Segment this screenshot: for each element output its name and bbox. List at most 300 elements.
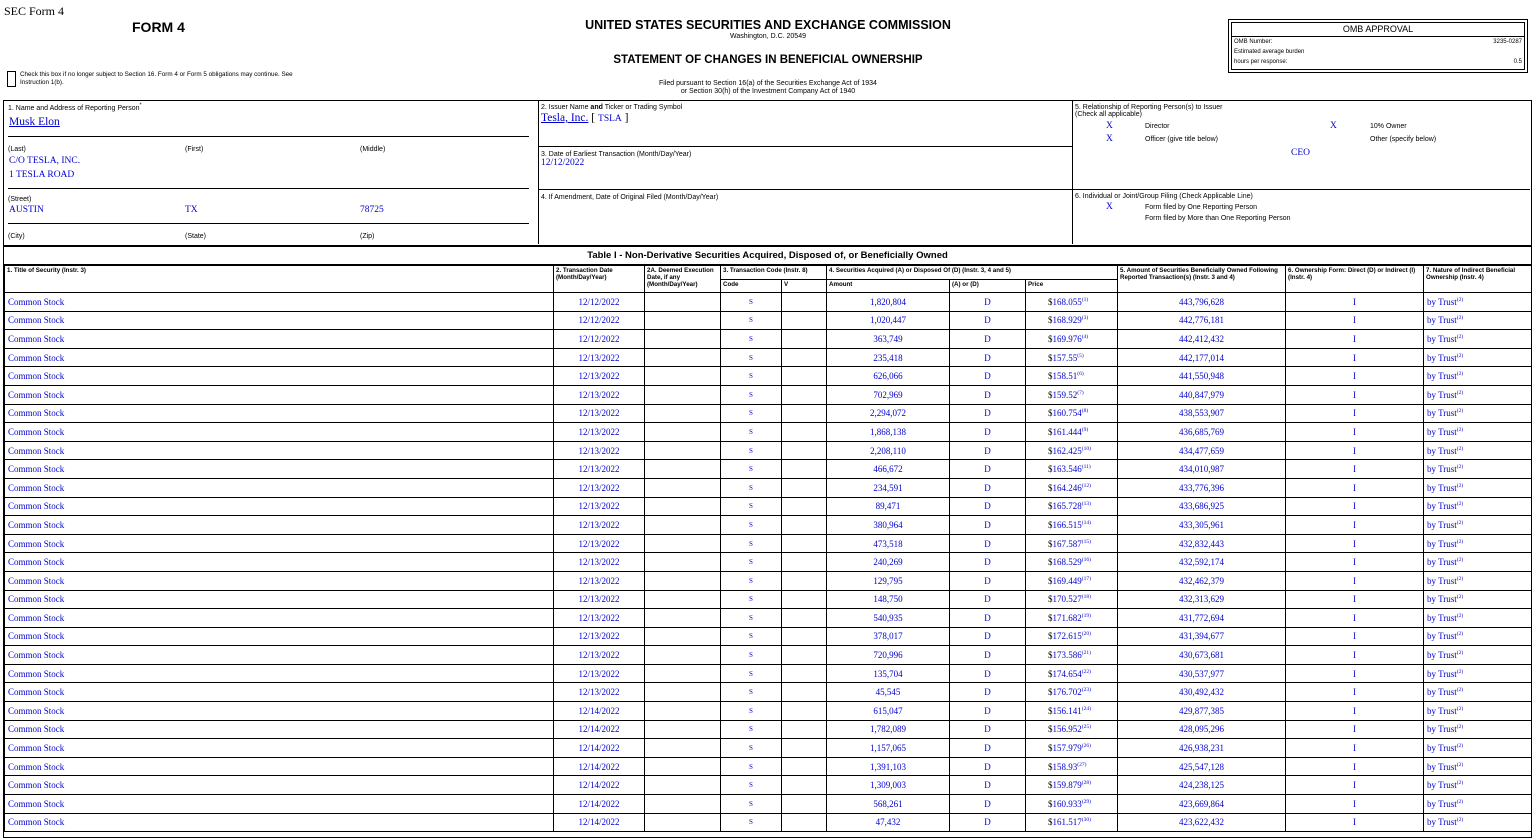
nature-footnote[interactable]: (2) <box>1456 743 1464 750</box>
table-row <box>5 478 1532 497</box>
cell-nature <box>1424 367 1532 386</box>
price-footnote[interactable]: (22) <box>1081 668 1091 675</box>
security-title-link[interactable]: Common Stock <box>8 482 65 493</box>
security-title-link[interactable]: Common Stock <box>8 519 65 530</box>
cell-title[interactable] <box>5 646 554 665</box>
nature-footnote[interactable]: (2) <box>1456 705 1464 712</box>
nature-footnote[interactable]: (2) <box>1456 408 1464 415</box>
nature-footnote[interactable]: (2) <box>1456 333 1464 340</box>
cell-v <box>782 720 827 739</box>
price-footnote[interactable]: (3) <box>1081 315 1089 322</box>
security-title-link[interactable]: Common Stock <box>8 817 65 828</box>
security-title-link[interactable]: Common Stock <box>8 538 65 549</box>
cell-title[interactable] <box>5 404 554 423</box>
cell-owned: 438,553,907 <box>1118 404 1286 423</box>
cell-title[interactable] <box>5 571 554 590</box>
table-row <box>5 516 1532 535</box>
cell-title[interactable] <box>5 293 554 312</box>
cell-title[interactable] <box>5 534 554 553</box>
cell-owned: 430,673,681 <box>1118 646 1286 665</box>
price-footnote[interactable]: (18) <box>1081 594 1091 601</box>
security-title-link[interactable]: Common Stock <box>8 408 65 419</box>
cell-date: 12/14/2022 <box>554 757 645 776</box>
cell-nature <box>1424 348 1532 367</box>
cell-amount: 240,269 <box>827 553 950 572</box>
cell-title[interactable] <box>5 330 554 349</box>
cell-deemed-date <box>645 702 721 721</box>
nature-footnote[interactable]: (2) <box>1456 575 1464 582</box>
dollar-sign: $ <box>1048 333 1053 344</box>
price-footnote[interactable]: (1) <box>1081 296 1089 303</box>
cell-title[interactable] <box>5 813 554 832</box>
cell-price <box>1026 739 1118 758</box>
cell-v <box>782 813 827 832</box>
price-footnote[interactable]: (23) <box>1081 687 1091 694</box>
cell-ownership-form: I <box>1286 478 1424 497</box>
dollar-sign: $ <box>1048 817 1053 828</box>
price-footnote[interactable]: (10) <box>1081 445 1091 452</box>
price-footnote[interactable]: (30) <box>1081 817 1091 824</box>
cell-nature <box>1424 311 1532 330</box>
cell-ownership-form: I <box>1286 367 1424 386</box>
cell-price <box>1026 627 1118 646</box>
cell-title[interactable] <box>5 460 554 479</box>
nature-footnote[interactable]: (2) <box>1456 612 1464 619</box>
transactions-body <box>5 293 1532 832</box>
cell-price <box>1026 683 1118 702</box>
security-title-link[interactable]: Common Stock <box>8 371 65 382</box>
cell-v <box>782 664 827 683</box>
nature-footnote[interactable]: (2) <box>1456 538 1464 545</box>
cell-v <box>782 795 827 814</box>
cell-a-or-d: D <box>950 348 1026 367</box>
cell-nature <box>1424 478 1532 497</box>
price-value: 166.515 <box>1052 519 1082 530</box>
cell-deemed-date <box>645 423 721 442</box>
header-transaction-date: 2. Transaction Date (Month/Day/Year) <box>554 266 645 293</box>
cell-date: 12/13/2022 <box>554 553 645 572</box>
nature-footnote[interactable]: (2) <box>1456 389 1464 396</box>
price-footnote[interactable]: (12) <box>1081 482 1091 489</box>
nature-value: by Trust <box>1427 482 1457 493</box>
cell-price <box>1026 720 1118 739</box>
cell-a-or-d: D <box>950 664 1026 683</box>
dollar-sign: $ <box>1048 631 1053 642</box>
cell-owned: 425,547,128 <box>1118 757 1286 776</box>
cell-amount: 1,309,003 <box>827 776 950 795</box>
nature-footnote[interactable]: (2) <box>1456 668 1464 675</box>
nature-footnote[interactable]: (2) <box>1456 482 1464 489</box>
cell-ownership-form: I <box>1286 609 1424 628</box>
security-title-link[interactable]: Common Stock <box>8 798 65 809</box>
table-row <box>5 460 1532 479</box>
zip-label: (Zip) <box>360 233 375 240</box>
cell-price <box>1026 516 1118 535</box>
nature-value: by Trust <box>1427 315 1457 326</box>
nature-value: by Trust <box>1427 631 1457 642</box>
nature-footnote[interactable]: (2) <box>1456 371 1464 378</box>
price-value: 172.615 <box>1052 631 1082 642</box>
nature-footnote[interactable]: (2) <box>1456 464 1464 471</box>
nature-footnote[interactable]: (2) <box>1456 315 1464 322</box>
cell-deemed-date <box>645 367 721 386</box>
nature-value: by Trust <box>1427 668 1457 679</box>
security-title-link[interactable]: Common Stock <box>8 761 65 772</box>
cell-owned: 440,847,979 <box>1118 385 1286 404</box>
transactions-table <box>4 265 1532 832</box>
dollar-sign: $ <box>1048 445 1053 456</box>
security-title-link[interactable]: Common Stock <box>8 612 65 623</box>
cell-title[interactable] <box>5 683 554 702</box>
table-row <box>5 293 1532 312</box>
cell-title[interactable] <box>5 757 554 776</box>
cell-ownership-form: I <box>1286 460 1424 479</box>
security-title-link[interactable]: Common Stock <box>8 631 65 642</box>
nature-footnote[interactable]: (2) <box>1456 352 1464 359</box>
cell-v <box>782 478 827 497</box>
nature-value: by Trust <box>1427 705 1457 716</box>
cell-a-or-d: D <box>950 553 1026 572</box>
form-title: FORM 4 <box>132 19 185 35</box>
cell-nature <box>1424 646 1532 665</box>
security-title-link[interactable]: Common Stock <box>8 315 65 326</box>
nature-footnote[interactable]: (2) <box>1456 519 1464 526</box>
reporting-person-name[interactable]: Musk Elon <box>9 116 60 128</box>
cell-title[interactable] <box>5 702 554 721</box>
nature-footnote[interactable]: (2) <box>1456 501 1464 508</box>
cell-ownership-form: I <box>1286 757 1424 776</box>
price-footnote[interactable]: (19) <box>1081 612 1091 619</box>
price-footnote[interactable]: (21) <box>1081 650 1091 657</box>
table-row <box>5 646 1532 665</box>
cell-code: S <box>721 423 782 442</box>
table-row <box>5 423 1532 442</box>
price-value: 174.654 <box>1052 668 1082 679</box>
table-row <box>5 534 1532 553</box>
table-row <box>5 813 1532 832</box>
one-person-check[interactable]: X <box>1106 202 1113 212</box>
price-footnote[interactable]: (25) <box>1081 724 1091 731</box>
cell-deemed-date <box>645 478 721 497</box>
cell-title[interactable] <box>5 776 554 795</box>
section16-checkbox[interactable] <box>7 71 16 87</box>
omb-approval-box <box>1228 19 1528 73</box>
price-footnote[interactable]: (24) <box>1081 705 1091 712</box>
cell-title[interactable] <box>5 385 554 404</box>
cell-nature <box>1424 571 1532 590</box>
price-footnote[interactable]: (4) <box>1081 333 1089 340</box>
price-footnote[interactable]: (27) <box>1077 761 1087 768</box>
cell-a-or-d: D <box>950 609 1026 628</box>
cell-title[interactable] <box>5 423 554 442</box>
cell-deemed-date <box>645 664 721 683</box>
cell-ownership-form: I <box>1286 683 1424 702</box>
cell-nature <box>1424 627 1532 646</box>
dollar-sign: $ <box>1048 519 1053 530</box>
price-footnote[interactable]: (29) <box>1081 798 1091 805</box>
price-value: 156.952 <box>1052 724 1082 735</box>
cell-date: 12/13/2022 <box>554 516 645 535</box>
cell-deemed-date <box>645 720 721 739</box>
cell-title[interactable] <box>5 516 554 535</box>
cell-price <box>1026 776 1118 795</box>
cell-title[interactable] <box>5 590 554 609</box>
price-value: 168.055 <box>1052 296 1082 307</box>
cell-price <box>1026 609 1118 628</box>
omb-number-value: 3235-0287 <box>1493 39 1522 45</box>
security-title-link[interactable]: Common Stock <box>8 594 65 605</box>
cell-amount: 129,795 <box>827 571 950 590</box>
security-title-link[interactable]: Common Stock <box>8 724 65 735</box>
cell-ownership-form: I <box>1286 330 1424 349</box>
cell-amount: 45,545 <box>827 683 950 702</box>
cell-code: S <box>721 571 782 590</box>
cell-date: 12/14/2022 <box>554 702 645 721</box>
nature-value: by Trust <box>1427 687 1457 698</box>
cell-owned: 428,095,296 <box>1118 720 1286 739</box>
cell-amount: 1,391,103 <box>827 757 950 776</box>
cell-date: 12/13/2022 <box>554 683 645 702</box>
ten-percent-owner-check[interactable]: X <box>1330 121 1337 131</box>
price-footnote[interactable]: (6) <box>1077 371 1084 378</box>
cell-amount: 626,066 <box>827 367 950 386</box>
cell-price <box>1026 478 1118 497</box>
cell-a-or-d: D <box>950 293 1026 312</box>
cell-price <box>1026 441 1118 460</box>
cell-title[interactable] <box>5 348 554 367</box>
nature-footnote[interactable]: (2) <box>1456 780 1464 787</box>
section16-checkbox-label: Check this box if no longer subject to Section 16. Form 4 or Form 5 obligations may continue. See Instruction 1(b). <box>20 71 293 86</box>
cell-title[interactable] <box>5 739 554 758</box>
cell-owned: 432,592,174 <box>1118 553 1286 572</box>
header-title-of-security: 1. Title of Security (Instr. 3) <box>5 266 554 293</box>
cell-nature <box>1424 702 1532 721</box>
price-footnote[interactable]: (9) <box>1081 426 1089 433</box>
cell-code: S <box>721 348 782 367</box>
table-row <box>5 702 1532 721</box>
price-footnote[interactable]: (16) <box>1081 557 1091 564</box>
security-title-link[interactable]: Common Stock <box>8 352 65 363</box>
cell-code: S <box>721 293 782 312</box>
cell-ownership-form: I <box>1286 348 1424 367</box>
nature-value: by Trust <box>1427 296 1457 307</box>
security-title-link[interactable]: Common Stock <box>8 780 65 791</box>
one-person-label: Form filed by One Reporting Person <box>1145 204 1258 211</box>
nature-value: by Trust <box>1427 426 1457 437</box>
nature-footnote[interactable]: (2) <box>1456 724 1464 731</box>
nature-footnote[interactable]: (2) <box>1456 557 1464 564</box>
cell-owned: 442,177,014 <box>1118 348 1286 367</box>
nature-value: by Trust <box>1427 538 1457 549</box>
nature-value: by Trust <box>1427 650 1457 661</box>
price-value: 158.51 <box>1052 371 1078 382</box>
nature-footnote[interactable]: (2) <box>1456 761 1464 768</box>
director-check[interactable]: X <box>1106 121 1113 131</box>
cell-title[interactable] <box>5 441 554 460</box>
nature-value: by Trust <box>1427 408 1457 419</box>
table-row <box>5 441 1532 460</box>
cell-nature <box>1424 720 1532 739</box>
omb-number-row <box>1232 37 1524 47</box>
price-footnote[interactable]: (28) <box>1081 780 1091 787</box>
price-footnote[interactable]: (17) <box>1081 575 1091 582</box>
cell-nature <box>1424 739 1532 758</box>
security-title-link[interactable]: Common Stock <box>8 650 65 661</box>
cell-a-or-d: D <box>950 627 1026 646</box>
cell-ownership-form: I <box>1286 311 1424 330</box>
cell-title[interactable] <box>5 609 554 628</box>
security-title-link[interactable]: Common Stock <box>8 389 65 400</box>
cell-title[interactable] <box>5 627 554 646</box>
nature-footnote[interactable]: (2) <box>1456 426 1464 433</box>
table-row <box>5 571 1532 590</box>
cell-a-or-d: D <box>950 776 1026 795</box>
cell-title[interactable] <box>5 664 554 683</box>
cell-deemed-date <box>645 795 721 814</box>
cell-date: 12/13/2022 <box>554 497 645 516</box>
cell-owned: 432,313,629 <box>1118 590 1286 609</box>
security-title-link[interactable]: Common Stock <box>8 743 65 754</box>
cell-date: 12/12/2022 <box>554 330 645 349</box>
nature-footnote[interactable]: (2) <box>1456 594 1464 601</box>
cell-owned: 431,394,677 <box>1118 627 1286 646</box>
cell-date: 12/13/2022 <box>554 627 645 646</box>
cell-title[interactable] <box>5 478 554 497</box>
cell-title[interactable] <box>5 795 554 814</box>
cell-ownership-form: I <box>1286 646 1424 665</box>
table-row <box>5 683 1532 702</box>
omb-number-label: OMB Number: <box>1234 39 1273 45</box>
cell-title[interactable] <box>5 553 554 572</box>
security-title-link[interactable]: Common Stock <box>8 426 65 437</box>
omb-title: OMB APPROVAL <box>1232 23 1524 37</box>
cell-price <box>1026 330 1118 349</box>
security-title-link[interactable]: Common Stock <box>8 464 65 475</box>
price-value: 159.52 <box>1052 389 1078 400</box>
header-a-or-d: (A) or (D) <box>950 280 1026 293</box>
earliest-date-label: 3. Date of Earliest Transaction (Month/Day/Year) <box>541 151 692 158</box>
nature-footnote[interactable]: (2) <box>1456 687 1464 694</box>
nature-value: by Trust <box>1427 594 1457 605</box>
price-footnote[interactable]: (11) <box>1081 464 1091 471</box>
officer-label: Officer (give title below) <box>1145 136 1219 143</box>
table-row <box>5 330 1532 349</box>
cell-amount: 378,017 <box>827 627 950 646</box>
cell-v <box>782 404 827 423</box>
nature-footnote[interactable]: (2) <box>1456 817 1464 824</box>
cell-title[interactable] <box>5 720 554 739</box>
officer-check[interactable]: X <box>1106 134 1113 144</box>
security-title-link[interactable]: Common Stock <box>8 501 65 512</box>
cell-code: S <box>721 330 782 349</box>
street-label: (Street) <box>8 196 32 203</box>
cell-code: S <box>721 683 782 702</box>
cell-nature <box>1424 664 1532 683</box>
cell-code: S <box>721 478 782 497</box>
cell-price <box>1026 590 1118 609</box>
header-ownership-form: 6. Ownership Form: Direct (D) or Indirect (I) (Instr. 4) <box>1286 266 1424 293</box>
table-row <box>5 757 1532 776</box>
nature-value: by Trust <box>1427 371 1457 382</box>
cell-deemed-date <box>645 776 721 795</box>
price-footnote[interactable]: (13) <box>1081 501 1091 508</box>
price-footnote[interactable]: (14) <box>1081 519 1091 526</box>
city-value: AUSTIN <box>9 205 44 215</box>
header-nature-of-ownership: 7. Nature of Indirect Beneficial Ownership (Instr. 4) <box>1424 266 1532 293</box>
cell-v <box>782 348 827 367</box>
price-value: 171.682 <box>1052 612 1082 623</box>
cell-date: 12/13/2022 <box>554 367 645 386</box>
price-footnote[interactable]: (15) <box>1081 538 1091 545</box>
price-footnote[interactable]: (26) <box>1081 743 1091 750</box>
cell-ownership-form: I <box>1286 627 1424 646</box>
cell-amount: 1,820,804 <box>827 293 950 312</box>
cell-code: S <box>721 739 782 758</box>
security-title-link[interactable]: Common Stock <box>8 296 65 307</box>
nature-footnote[interactable]: (2) <box>1456 296 1464 303</box>
issuer-ticker: TSLA <box>598 114 622 124</box>
relationship-label <box>1075 104 1222 118</box>
cell-code: S <box>721 367 782 386</box>
cell-nature <box>1424 795 1532 814</box>
cell-amount: 235,418 <box>827 348 950 367</box>
cell-owned: 433,686,925 <box>1118 497 1286 516</box>
security-title-link[interactable]: Common Stock <box>8 557 65 568</box>
earliest-date-value: 12/12/2022 <box>541 158 585 168</box>
price-footnote[interactable]: (7) <box>1077 389 1084 396</box>
dollar-sign: $ <box>1048 482 1053 493</box>
price-value: 164.246 <box>1052 482 1082 493</box>
price-footnote[interactable]: (5) <box>1077 352 1084 359</box>
security-title-link[interactable]: Common Stock <box>8 445 65 456</box>
nature-footnote[interactable]: (2) <box>1456 631 1464 638</box>
cell-ownership-form: I <box>1286 795 1424 814</box>
cell-a-or-d: D <box>950 423 1026 442</box>
security-title-link[interactable]: Common Stock <box>8 668 65 679</box>
agency-title: UNITED STATES SECURITIES AND EXCHANGE COMMISSION <box>585 18 951 32</box>
nature-footnote[interactable]: (2) <box>1456 798 1464 805</box>
security-title-link[interactable]: Common Stock <box>8 575 65 586</box>
price-footnote[interactable]: (20) <box>1081 631 1091 638</box>
cell-deemed-date <box>645 330 721 349</box>
table-row <box>5 553 1532 572</box>
cell-ownership-form: I <box>1286 441 1424 460</box>
security-title-link[interactable]: Common Stock <box>8 705 65 716</box>
header-amount-owned: 5. Amount of Securities Beneficially Owned Following Reported Transaction(s) (Instr. 3 and 4) <box>1118 266 1286 293</box>
security-title-link[interactable]: Common Stock <box>8 333 65 344</box>
security-title-link[interactable]: Common Stock <box>8 687 65 698</box>
dollar-sign: $ <box>1048 612 1053 623</box>
price-footnote[interactable]: (8) <box>1081 408 1089 415</box>
cell-a-or-d: D <box>950 739 1026 758</box>
dollar-sign: $ <box>1048 352 1053 363</box>
cell-title[interactable] <box>5 497 554 516</box>
cell-title[interactable] <box>5 311 554 330</box>
price-value: 165.728 <box>1052 501 1082 512</box>
cell-code: S <box>721 534 782 553</box>
ticker-bracket-open: [ <box>591 112 596 124</box>
cell-title[interactable] <box>5 367 554 386</box>
cell-code: S <box>721 795 782 814</box>
cell-deemed-date <box>645 497 721 516</box>
cell-code: S <box>721 627 782 646</box>
cell-nature <box>1424 330 1532 349</box>
nature-footnote[interactable]: (2) <box>1456 650 1464 657</box>
cell-price <box>1026 795 1118 814</box>
cell-a-or-d: D <box>950 590 1026 609</box>
nature-footnote[interactable]: (2) <box>1456 445 1464 452</box>
issuer-name-link[interactable]: Tesla, Inc. <box>541 112 589 124</box>
